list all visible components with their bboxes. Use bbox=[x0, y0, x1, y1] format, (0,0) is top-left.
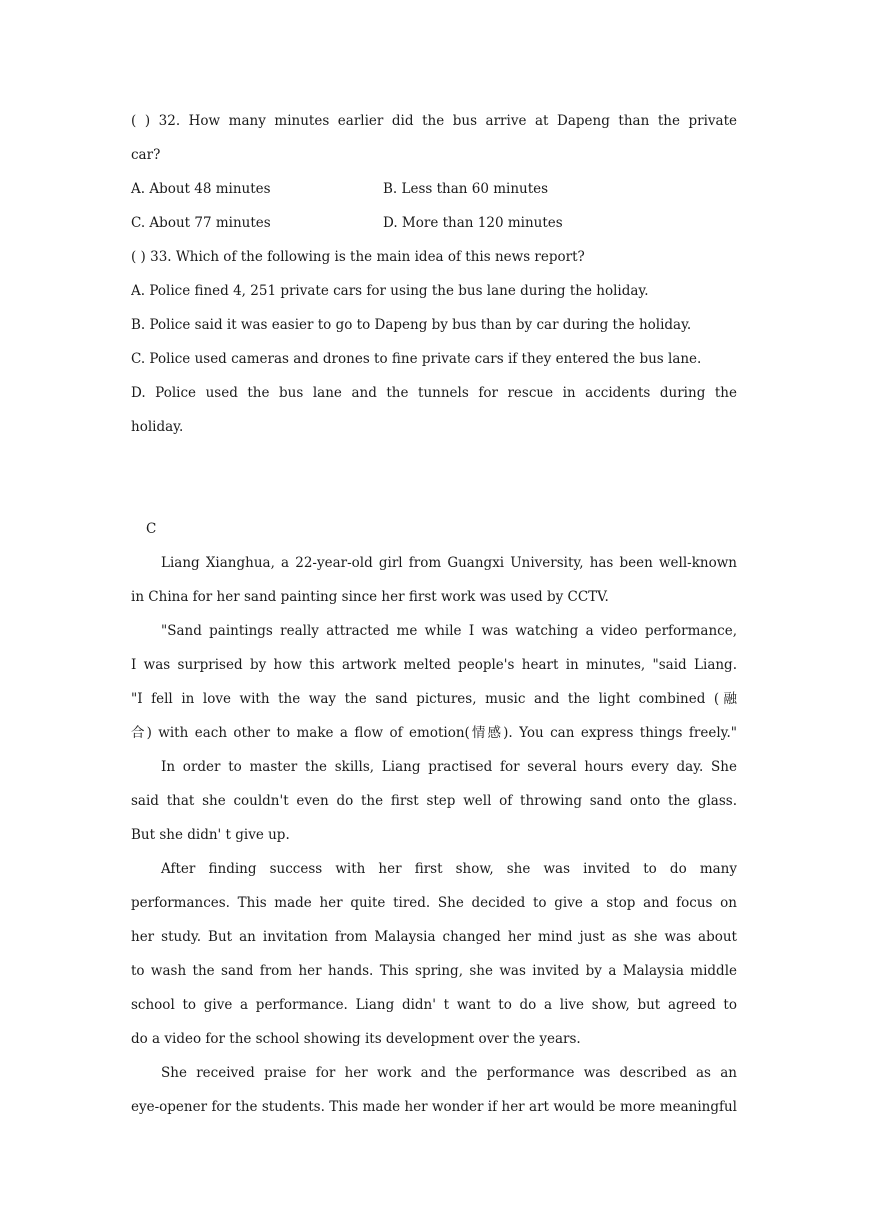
question-stem-line: ( ) 33. Which of the following is the main idea of this news report? bbox=[131, 249, 585, 265]
paragraph-line: her study. But an invitation from Malaysia changed her mind just as she was about bbox=[131, 929, 737, 945]
paragraph-line: do a video for the school showing its development over the years. bbox=[131, 1031, 581, 1047]
option-d-continued: holiday. bbox=[131, 419, 184, 435]
paragraph-line: In order to master the skills, Liang practised for several hours every day. She bbox=[161, 759, 737, 775]
paragraph-line: eye-opener for the students. This made her wonder if her art would be more meaningful bbox=[131, 1099, 737, 1115]
option-c: C. Police used cameras and drones to fine private cars if they entered the bus lane. bbox=[131, 351, 702, 367]
option-b: B. Less than 60 minutes bbox=[383, 181, 549, 197]
paragraph-line: said that she couldn't even do the first step well of throwing sand onto the glass. bbox=[131, 793, 737, 809]
question-32 bbox=[131, 104, 737, 240]
paragraph-line: "I fell in love with the way the sand pictures, music and the light combined (融 bbox=[131, 691, 737, 707]
option-d: D. Police used the bus lane and the tunnels for rescue in accidents during the bbox=[131, 385, 737, 401]
section-label: C bbox=[146, 521, 157, 537]
paragraph-line: to wash the sand from her hands. This spring, she was invited by a Malaysia middle bbox=[131, 963, 737, 979]
option-row bbox=[131, 172, 737, 206]
paragraph-line: performances. This made her quite tired. She decided to give a stop and focus on bbox=[131, 895, 737, 911]
paragraph-line: After finding success with her first show, she was invited to do many bbox=[161, 861, 737, 877]
option-c: C. About 77 minutes bbox=[131, 215, 271, 231]
paragraph-2 bbox=[131, 614, 737, 750]
paragraph-1 bbox=[131, 546, 737, 614]
paragraph-line: I was surprised by how this artwork melted people's heart in minutes, "said Liang. bbox=[131, 657, 737, 673]
paragraph-line: But she didn' t give up. bbox=[131, 827, 290, 843]
paragraph-line: She received praise for her work and the performance was described as an bbox=[161, 1065, 737, 1081]
spacer bbox=[131, 444, 737, 512]
option-a: A. Police fined 4, 251 private cars for using the bus lane during the holiday. bbox=[131, 283, 649, 299]
paragraph-4 bbox=[131, 852, 737, 1056]
question-stem-line: car? bbox=[131, 147, 161, 163]
option-d: D. More than 120 minutes bbox=[383, 215, 563, 231]
page-content bbox=[131, 104, 737, 1124]
paragraph-5 bbox=[131, 1056, 737, 1124]
paragraph-line: 合) with each other to make a flow of emotion(情感). You can express things freely." bbox=[131, 725, 737, 741]
option-b: B. Police said it was easier to go to Dapeng by bus than by car during the holiday. bbox=[131, 317, 692, 333]
option-a: A. About 48 minutes bbox=[131, 181, 271, 197]
paragraph-line: "Sand paintings really attracted me while I was watching a video performance, bbox=[161, 623, 737, 639]
paragraph-line: school to give a performance. Liang didn' t want to do a live show, but agreed to bbox=[131, 997, 737, 1013]
paragraph-line: in China for her sand painting since her first work was used by CCTV. bbox=[131, 589, 609, 605]
paragraph-3 bbox=[131, 750, 737, 852]
question-stem-line: ( ) 32. How many minutes earlier did the bus arrive at Dapeng than the private bbox=[131, 113, 737, 129]
paragraph-line: Liang Xianghua, a 22-year-old girl from Guangxi University, has been well-known bbox=[161, 555, 737, 571]
question-33 bbox=[131, 240, 737, 444]
option-row bbox=[131, 206, 737, 240]
